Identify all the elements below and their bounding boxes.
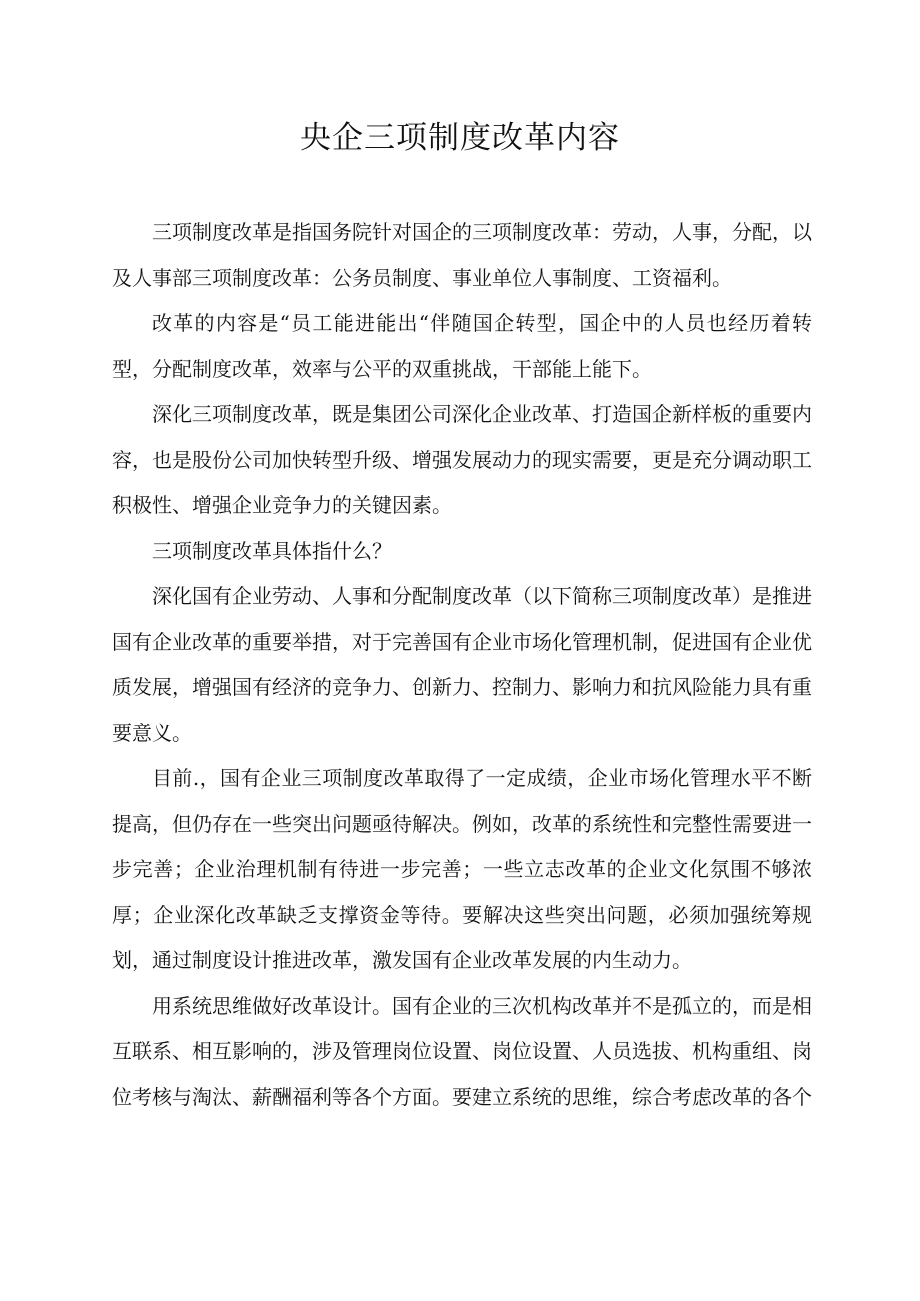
document-body xyxy=(112,210,812,1120)
paragraph-system-thinking: 用系统思维做好改革设计。国有企业的三次机构改革并不是孤立的，而是相互联系、相互影响的，涉及管理岗位设置、岗位设置、人员选拔、机构重组、岗位考核与淘汰、薪酬福利等各个方面。要建立系统的思维，综合考虑改革的各个 xyxy=(112,993,812,1109)
paragraph-definition: 深化国有企业劳动、人事和分配制度改革（以下简称三项制度改革）是推进国有企业改革的重要举措，对于完善国有企业市场化管理机制，促进国有企业优质发展，增强国有经济的竞争力、创新力、控制力、影响力和抗风险能力具有重要意义。 xyxy=(112,584,812,745)
paragraph-intro: 三项制度改革是指国务院针对国企的三项制度改革：劳动，人事，分配，以及人事部三项制度改革：公务员制度、事业单位人事制度、工资福利。 xyxy=(112,220,812,290)
document-title: 央企三项制度改革内容 xyxy=(300,120,620,156)
paragraph-content: 改革的内容是“员工能进能出“伴随国企转型，国企中的人员也经历着转型，分配制度改革，效率与公平的双重挑战，干部能上能下。 xyxy=(112,311,812,381)
paragraph-question: 三项制度改革具体指什么？ xyxy=(152,538,392,563)
paragraph-deepening: 深化三项制度改革，既是集团公司深化企业改革、打造国企新样板的重要内容，也是股份公司加快转型升级、增强发展动力的现实需要，更是充分调动职工积极性、增强企业竞争力的关键因素。 xyxy=(112,402,812,517)
paragraph-current-status: 目前.，国有企业三项制度改革取得了一定成绩，企业市场化管理水平不断提高，但仍存在一些突出问题亟待解决。例如，改革的系统性和完整性需要进一步完善；企业治理机制有待进一步完善；一些立志改革的企业文化氛围不够浓厚；企业深化改革缺乏支撑资金等待。要解决这些突出问题，必须加强统筹规划，通过制度设计推进改革，激发国有企业改革发展的内生动力。 xyxy=(112,766,812,972)
